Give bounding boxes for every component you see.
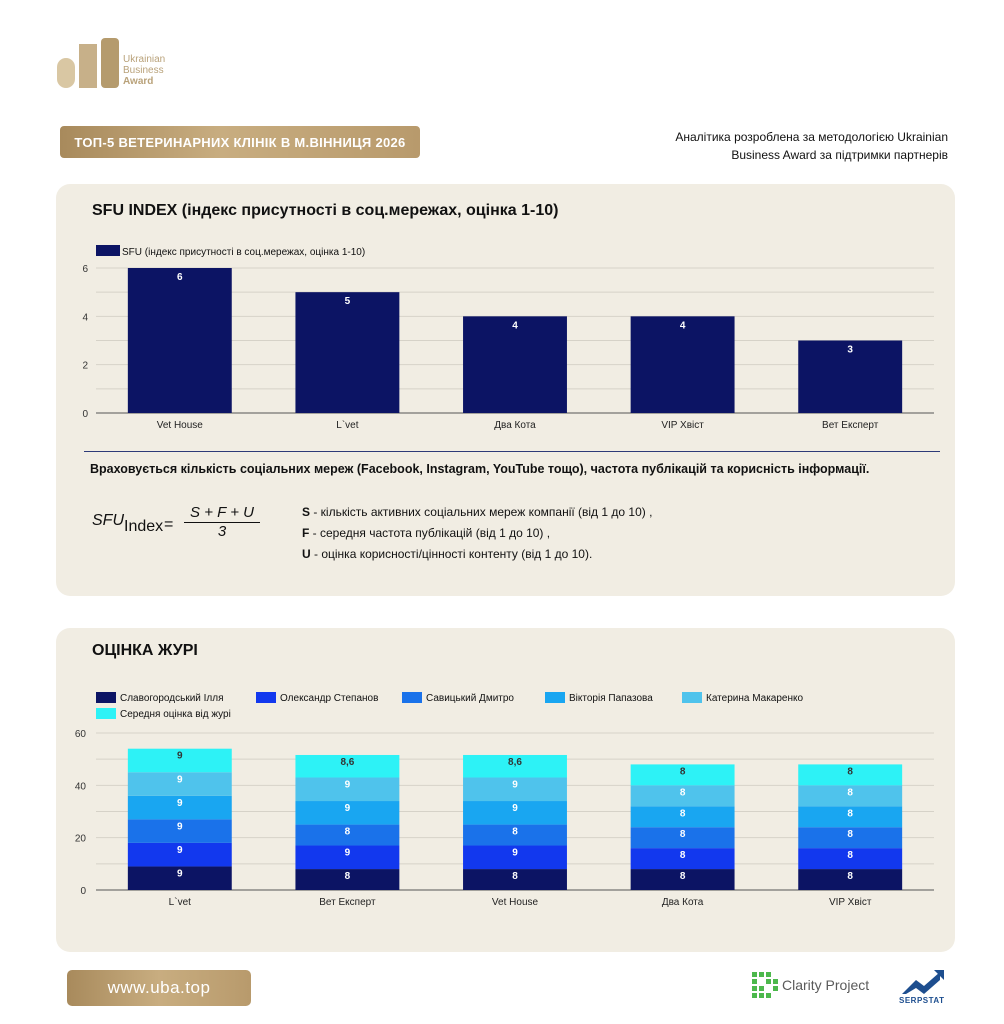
jury-y-tick-label: 0	[80, 886, 86, 897]
jury-segment-value-label: 8	[679, 850, 686, 862]
jury-card-title: ОЦІНКА ЖУРІ	[92, 642, 198, 659]
jury-legend-swatch	[256, 692, 276, 703]
jury-x-tick-label: VIP Хвіст	[828, 897, 872, 908]
section-divider	[84, 451, 940, 452]
sfu-index-card	[56, 184, 955, 596]
sfu-bar	[128, 268, 232, 413]
jury-segment-value-label: 9	[512, 779, 518, 791]
sfu-legend-swatch	[96, 245, 120, 256]
ukrainian-business-award-logo	[57, 38, 187, 90]
clarity-grid-icon	[752, 972, 778, 998]
jury-legend-label: Олександр Степанов	[280, 693, 379, 704]
jury-segment-value-label: 9	[344, 779, 351, 791]
jury-x-tick-label: L`vet	[168, 897, 191, 908]
sfu-description: Враховується кількість соціальних мереж (Facebook, Instagram, YouTube тощо), частота публікацій та корисність інформації.	[90, 462, 870, 476]
sfu-bar-value-label: 5	[344, 296, 351, 308]
jury-segment-value-label: 8	[847, 850, 853, 862]
jury-y-tick-label: 40	[74, 781, 86, 793]
serpstat-name: SERPSTAT	[899, 996, 945, 1005]
jury-segment-value-label: 8	[847, 787, 853, 799]
sfu-x-tick-label: L`vet	[336, 420, 359, 431]
formula-numerator: S + F + U	[190, 504, 254, 521]
sfu-bar-value-label: 3	[847, 344, 853, 356]
logo-mark-icon	[57, 38, 121, 90]
jury-legend-swatch	[545, 692, 565, 703]
jury-legend-swatch	[402, 692, 422, 703]
jury-y-tick-label: 20	[74, 833, 86, 845]
jury-segment-value-label: 9	[177, 750, 183, 762]
jury-segment-value-label: 8	[344, 871, 351, 883]
definition-s: S - кількість активних соціальних мереж компанії (від 1 до 10) ,	[302, 505, 653, 519]
jury-segment-value-label: 9	[177, 844, 183, 856]
jury-segment-value-label: 8	[679, 787, 686, 799]
sfu-y-tick-label: 4	[82, 312, 88, 324]
jury-segment-value-label: 9	[512, 847, 518, 859]
logo-line-1: Ukrainian	[123, 54, 166, 65]
sfu-bar-value-label: 4	[512, 320, 518, 332]
formula-equals: =	[164, 516, 174, 533]
website-link[interactable]: www.uba.top	[67, 970, 251, 1006]
jury-x-tick-label: Вет Експерт	[319, 897, 376, 908]
sfu-legend-label: SFU (індекс присутності в соц.мережах, оцінка 1-10)	[122, 247, 366, 258]
sfu-x-tick-label: Вет Експерт	[822, 420, 879, 431]
sfu-y-tick-label: 0	[82, 409, 88, 420]
jury-segment-value-label: 8	[679, 808, 686, 820]
jury-legend-swatch	[96, 692, 116, 703]
formula-lhs: SFU	[92, 512, 124, 529]
jury-score-card	[56, 628, 955, 952]
sfu-x-tick-label: Два Кота	[494, 420, 536, 431]
methodology-note-line-2: Business Award за підтримки партнерів	[731, 148, 948, 162]
jury-legend-swatch	[682, 692, 702, 703]
jury-segment-value-label: 9	[177, 821, 183, 833]
sfu-card-title: SFU INDEX (індекс присутності в соц.мережах, оцінка 1-10)	[92, 202, 559, 219]
formula-lhs-sub: Index	[124, 518, 164, 535]
definition-u: U - оцінка корисності/цінності контенту (від 1 до 10).	[302, 547, 593, 561]
page-title: ТОП-5 ВЕТЕРИНАРНИХ КЛІНІК В М.ВІННИЦЯ 2026	[60, 126, 420, 158]
jury-x-tick-label: Vet House	[491, 897, 539, 908]
formula-denominator: 3	[217, 523, 227, 540]
jury-segment-value-label: 8	[847, 829, 853, 841]
serpstat-chart-icon	[896, 966, 948, 996]
sfu-y-tick-label: 2	[82, 360, 88, 372]
logo-line-2: Business	[123, 65, 164, 76]
jury-x-tick-label: Два Кота	[661, 897, 704, 908]
jury-segment-value-label: 8	[847, 766, 853, 778]
sfu-formula	[92, 504, 272, 544]
sfu-x-tick-label: Vet House	[156, 420, 203, 431]
jury-segment-value-label: 8	[847, 871, 853, 883]
jury-stacked-bar-chart	[56, 628, 955, 952]
jury-segment-value-label: 8	[512, 826, 518, 838]
jury-legend-label: Катерина Макаренко	[706, 693, 804, 704]
jury-segment-value-label: 8	[679, 871, 686, 883]
jury-legend-label: Вікторія Папазова	[569, 693, 653, 704]
jury-segment-value-label: 8,6	[340, 756, 355, 768]
serpstat-logo	[896, 966, 952, 1010]
clarity-project-logo	[752, 972, 892, 1000]
clarity-project-name: Clarity Project	[782, 977, 870, 993]
jury-legend-label: Славогородський Ілля	[120, 693, 224, 704]
methodology-note	[628, 128, 948, 164]
sfu-y-tick-label: 6	[82, 264, 88, 275]
sfu-legend	[96, 245, 365, 258]
jury-segment-value-label: 8,6	[508, 756, 522, 768]
sfu-bar-value-label: 6	[177, 272, 183, 283]
sfu-bar-value-label: 4	[679, 320, 686, 332]
jury-segment-value-label: 8	[847, 808, 853, 820]
methodology-note-line-1: Аналітика розроблена за методологією Ukrainian	[675, 130, 948, 144]
jury-segment-value-label: 9	[512, 803, 518, 815]
jury-segment-value-label: 9	[344, 803, 351, 815]
sfu-bar-chart	[56, 184, 955, 444]
jury-segment-value-label: 9	[344, 847, 351, 859]
jury-segment-value-label: 9	[177, 868, 183, 880]
jury-legend	[96, 692, 803, 720]
logo-line-3: Award	[123, 76, 154, 87]
definition-f: F - середня частота публікацій (від 1 до 10) ,	[302, 526, 551, 540]
sfu-bar	[295, 292, 399, 413]
jury-legend-label: Савицький Дмитро	[426, 693, 514, 704]
jury-segment-value-label: 9	[177, 774, 183, 786]
jury-segment-value-label: 8	[512, 871, 518, 883]
formula-definitions	[302, 502, 652, 565]
jury-y-tick-label: 60	[74, 729, 86, 740]
jury-segment-value-label: 8	[679, 766, 686, 778]
sfu-x-tick-label: VIP Хвіст	[661, 420, 704, 431]
jury-segment-value-label: 8	[344, 826, 351, 838]
jury-legend-label: Середня оцінка від журі	[120, 709, 231, 720]
jury-segment-value-label: 8	[679, 829, 686, 841]
jury-segment-value-label: 9	[177, 797, 183, 809]
jury-legend-swatch	[96, 708, 116, 719]
